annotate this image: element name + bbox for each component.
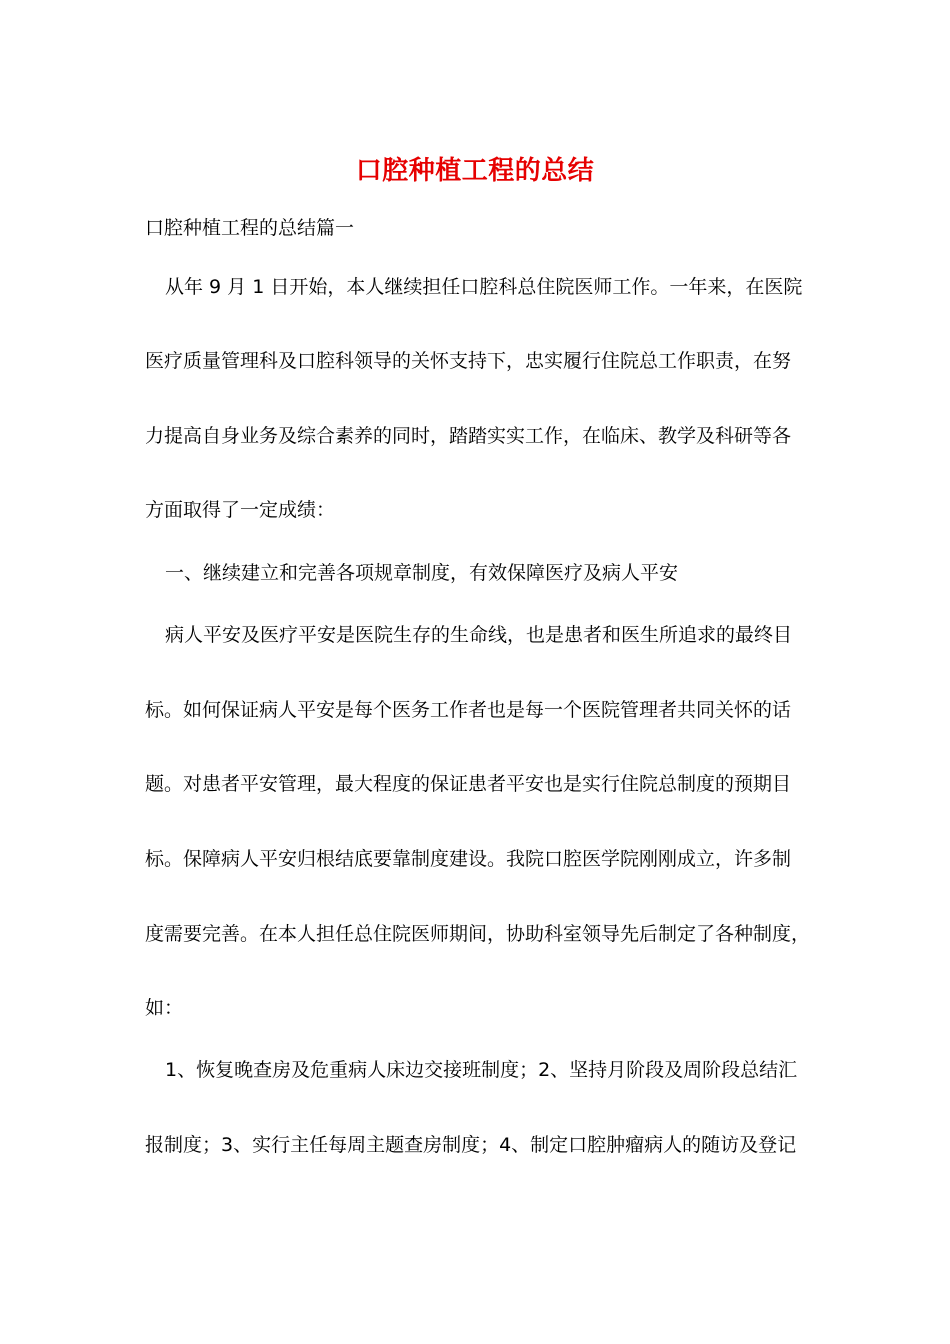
paragraph-line: 医疗质量管理科及口腔科领导的关怀支持下，忠实履行住院总工作职责，在努 [145, 350, 792, 372]
paragraph-line: 如： [145, 997, 184, 1019]
paragraph-line: 从年 9 月 1 日开始，本人继续担任口腔科总住院医师工作。一年来，在医院 [165, 276, 803, 298]
subheading-line: 一、继续建立和完善各项规章制度，有效保障医疗及病人平安 [165, 562, 679, 584]
paragraph-line: 标。如何保证病人平安是每个医务工作者也是每一个医院管理者共同关怀的话 [145, 699, 792, 721]
paragraph-line: 1、恢复晚查房及危重病人床边交接班制度；2、坚持月阶段及周阶段总结汇 [165, 1059, 798, 1081]
paragraph-line: 度需要完善。在本人担任总住院医师期间，协助科室领导先后制定了各种制度， [145, 923, 811, 945]
paragraph-line: 题。对患者平安管理，最大程度的保证患者平安也是实行住院总制度的预期目 [145, 773, 792, 795]
document-title: 口腔种植工程的总结 [355, 156, 595, 186]
paragraph-line: 病人平安及医疗平安是医院生存的生命线，也是患者和医生所追求的最终目 [165, 624, 793, 646]
paragraph-line: 报制度；3、实行主任每周主题查房制度；4、制定口腔肿瘤病人的随访及登记 [145, 1134, 797, 1156]
paragraph-line: 方面取得了一定成绩： [145, 499, 336, 521]
section-heading: 口腔种植工程的总结篇一 [145, 217, 355, 239]
paragraph-line: 标。保障病人平安归根结底要靠制度建设。我院口腔医学院刚刚成立，许多制 [145, 848, 792, 870]
paragraph-line: 力提高自身业务及综合素养的同时，踏踏实实工作，在临床、教学及科研等各 [145, 425, 792, 447]
